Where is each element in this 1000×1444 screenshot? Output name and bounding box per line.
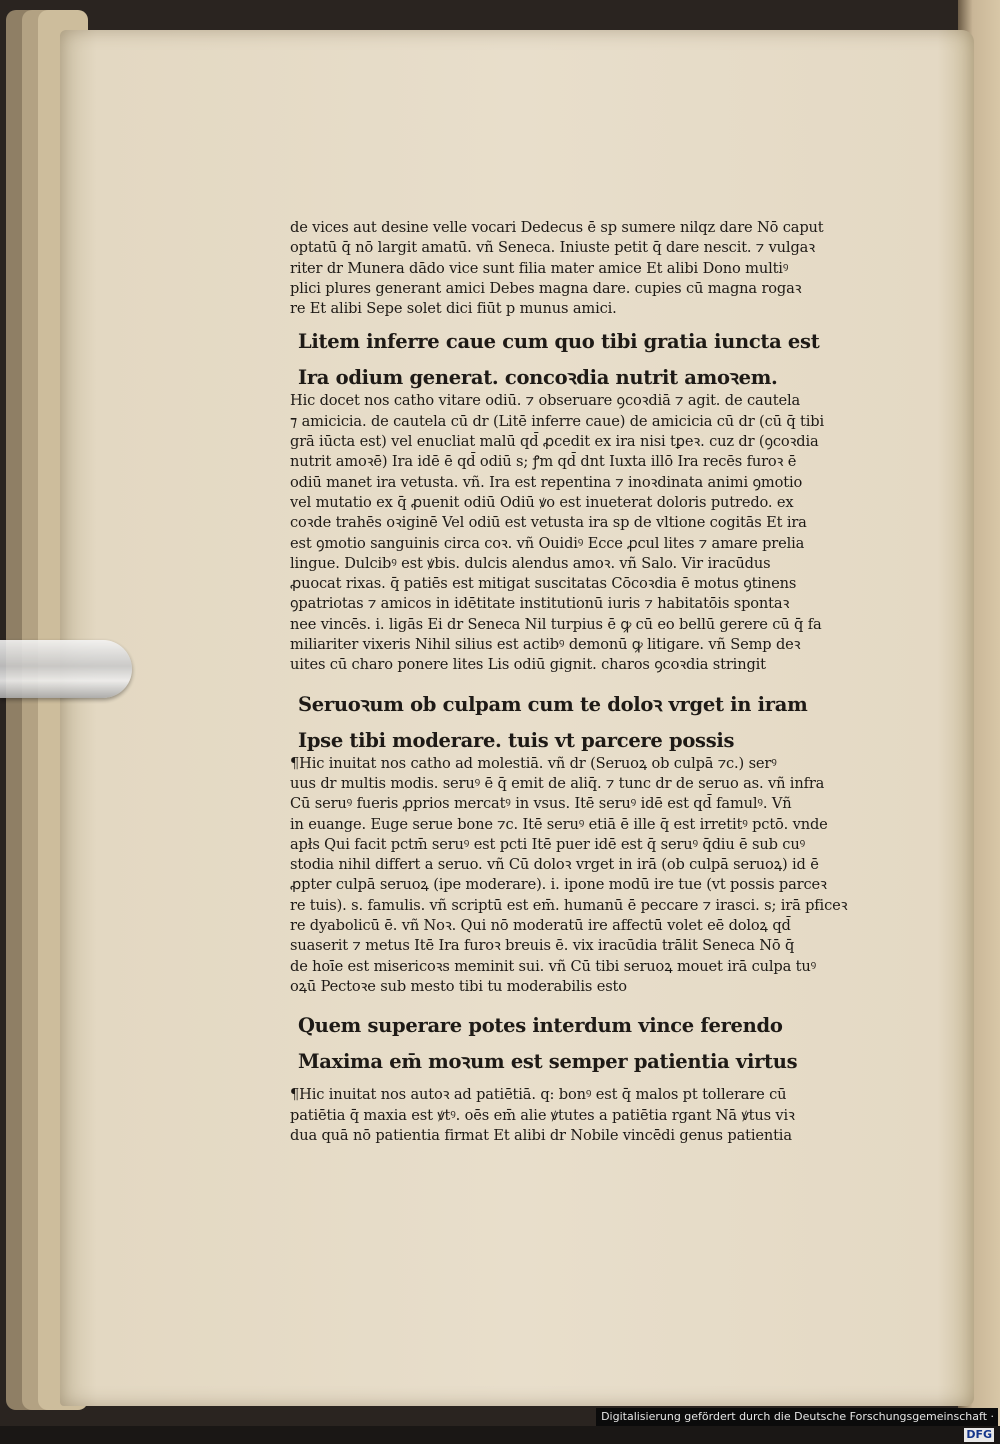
text-line: grā iūcta est) vel enucliat malū qd̄ ꝓcedit ex ira nisi tꝑeꝛ. cuz dr (ꝯcoꝛdia [290, 433, 819, 451]
text-line: dua quā nō patientia firmat Et alibi dr Nobile vincēdi genus patientia [290, 1126, 792, 1144]
text-line: lingue. Dulcibꝰ est ꝟbis. dulcis alendus amoꝛ. vñ Salo. Vir iracūdus [290, 554, 771, 572]
text-line: patiētia q̄ maxia est ꝟtꝰ. oēs em̄ alie ꝟtutes a patiētia rgant Nā ꝟtus viꝛ [290, 1106, 795, 1124]
text-line: in euange. Euge serue bone ⁊c. Itē seruꝰ etiā ē ille q̄ est irretitꝰ pctō. vnde [290, 815, 828, 833]
text-line: optatū q̄ nō largit amatū. vñ Seneca. Iniuste petit q̄ dare nescit. ⁊ vulgaꝛ [290, 239, 815, 257]
verse-heading: Ira odium generat. concoꝛdia nutrit amoꝛem. [298, 366, 778, 390]
text-line: riter dr Munera dādo vice sunt filia mater amice Et alibi Dono multiꝰ [290, 259, 789, 277]
text-line: stodia nihil differt a seruo. vñ Cū doloꝛ vrget in irā (ob culpā seruoꝝ) id ē [290, 856, 819, 874]
text-line: plici plures generant amici Debes magna dare. cupies cū magna rogaꝛ [290, 279, 802, 297]
text-line: ⁊ amicicia. de cautela cū dr (Litē inferre caue) de amicicia cū dr (cū q̄ tibi [290, 412, 824, 430]
text-line: re Et alibi Sepe solet dici fiūt p munus amici. [290, 300, 617, 318]
text-line: ꝓuocat rixas. q̄ patiēs est mitigat suscitatas Cōcoꝛdia ē motus ꝯtinens [290, 575, 797, 593]
verse-heading: Litem inferre caue cum quo tibi gratia iuncta est [298, 330, 820, 354]
verse-heading: Maxima em̄ moꝛum est semper patientia virtus [298, 1050, 798, 1074]
text-line: ꝯpatriotas ⁊ amicos in idētitate institutionū iuris ⁊ habitatōis spontaꝛ [290, 595, 790, 613]
verse-heading: Seruoꝛum ob culpam cum te doloꝛ vrget in iram [298, 692, 808, 716]
glass-weight-bookmark [0, 640, 132, 698]
text-line: uus dr multis modis. seruꝰ ē q̄ emit de aliq̄. ⁊ tunc dr de seruo as. vñ infra [290, 774, 825, 792]
text-line: nee vincēs. i. ligās Ei dr Seneca Nil turpius ē ꝙ cū eo bellū gerere cū q̄ fa [290, 615, 822, 633]
text-line: ¶Hic inuitat nos autoꝛ ad patiētiā. q: bonꝰ est q̄ malos pt tollerare cū [290, 1086, 787, 1104]
text-line: suaserit ⁊ metus Itē Ira furoꝛ breuis ē. vix iracūdia trālit Seneca Nō q̄ [290, 937, 795, 955]
text-line: coꝛde trahēs oꝛiginē Vel odiū est vetusta ira sp de vltione cogitās Et ira [290, 514, 807, 532]
text-line: de hoīe est misericoꝛs meminit sui. vñ Cū tibi seruoꝝ mouet irā culpa tuꝰ [290, 957, 817, 975]
text-line: re tuis). s. famulis. vñ scriptū est em̄. humanū ē peccare ⁊ irasci. s; irā pficeꝛ [290, 896, 848, 914]
text-line: odiū manet ira vetusta. vñ. Ira est repentina ⁊ inoꝛdinata animi ꝯmotio [290, 473, 803, 491]
footer-text: Digitalisierung gefördert durch die Deutsche Forschungsgemeinschaft · [601, 1410, 994, 1423]
printed-text-block [290, 218, 910, 1146]
commentary-paragraph-1 [290, 391, 910, 675]
verse-heading: Ipse tibi moderare. tuis vt parcere possis [298, 728, 735, 752]
text-line: Cū seruꝰ fueris ꝓprios mercatꝰ in vsus. Itē seruꝰ idē est qd̄ famulꝰ. Vñ [290, 795, 792, 813]
text-line: de vices aut desine velle vocari Dedecus ē sp sumere nilqz dare Nō caput [290, 219, 824, 236]
paragraph-top [290, 218, 910, 319]
text-line: ꝓpter culpā seruoꝝ (ipe moderare). i. ipone modū ire tue (vt possis parceꝛ [290, 876, 827, 894]
text-line: miliariter vixeris Nihil silius est actibꝰ demonū ꝙ litigare. vñ Semp deꝛ [290, 636, 801, 654]
text-line: apłs Qui facit pctm̄ seruꝰ est pcti Itē puer idē est q̄ seruꝰ q̄diu ē sub cuꝰ [290, 835, 805, 853]
commentary-paragraph-2 [290, 754, 910, 998]
funding-footer [596, 1408, 998, 1441]
text-line: est ꝯmotio sanguinis circa coꝛ. vñ Ouidiꝰ Ecce ꝓcul lites ⁊ amare prelia [290, 534, 805, 552]
text-line: oꝝū Pectoꝛe sub mesto tibi tu moderabilis esto [290, 977, 627, 995]
text-line: re dyabolicū ē. vñ Noꝛ. Qui nō moderatū ire affectū volet eē doloꝝ qd̄ [290, 917, 791, 935]
text-line: ¶Hic inuitat nos catho ad molestiā. vñ dr (Seruoꝝ ob culpā ⁊c.) serꝰ [290, 754, 777, 772]
verse-heading: Quem superare potes interdum vince ferendo [298, 1014, 783, 1038]
dfg-logo: DFG [966, 1428, 992, 1441]
text-line: uites cū charo ponere lites Lis odiū gignit. charos ꝯcoꝛdia stringit [290, 656, 766, 674]
text-line: vel mutatio ex q̄ ꝓuenit odiū Odiū ꝟo est inueterat doloris putredo. ex [290, 493, 794, 511]
text-line: Hic docet nos catho vitare odiū. ⁊ obseruare ꝯcoꝛdiā ⁊ agit. de cautela [290, 392, 801, 410]
text-line: nutrit amoꝛē) Ira idē ē qd̄ odiū s; ꝭm qd̄ dnt Iuxta illō Ira recēs furoꝛ ē [290, 453, 797, 471]
commentary-paragraph-3 [290, 1085, 910, 1146]
